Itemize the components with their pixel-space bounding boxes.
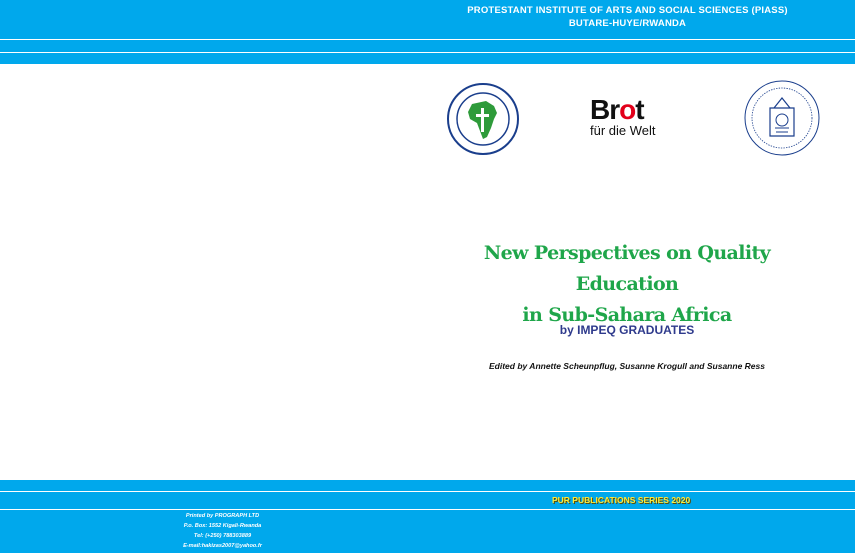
piass-seal-logo — [446, 82, 520, 156]
header-rule-1 — [0, 39, 855, 40]
brot-subline: für die Welt — [590, 123, 656, 138]
book-editors: Edited by Annette Scheunpflug, Susanne Krogull and Susanne Ress — [489, 361, 765, 371]
header-band — [0, 0, 855, 64]
footer-rule-1 — [0, 491, 855, 492]
institution-name: PROTESTANT INSTITUTE OF ARTS AND SOCIAL SCIENCES (PIASS) — [467, 5, 788, 16]
book-byline: by IMPEQ GRADUATES — [559, 323, 695, 337]
book-title-line-1: New Perspectives on Quality Education — [483, 242, 771, 295]
series-label: PUR PUBLICATIONS SERIES 2020 — [552, 495, 691, 505]
bamberg-university-seal-logo — [742, 78, 822, 158]
institution-location: BUTARE-HUYE/RWANDA — [568, 18, 687, 29]
printer-name: Printed by PROGRAPH LTD — [185, 513, 260, 519]
brot-fuer-die-welt-logo — [590, 96, 670, 140]
header-rule-2 — [0, 52, 855, 53]
printer-tel: Tel: (+250) 788303889 — [193, 533, 252, 539]
printer-email: E-mail:hakizas2007@yahoo.fr — [183, 543, 262, 549]
footer-rule-2 — [0, 509, 855, 510]
brot-br: Br — [590, 94, 620, 125]
book-title-line-2: in Sub-Sahara Africa — [522, 304, 732, 326]
printer-po-box: P.o. Box: 1552 Kigali-Rwanda — [183, 523, 262, 529]
book-title — [440, 238, 814, 331]
brot-t: t — [635, 94, 644, 125]
brot-o: o — [619, 94, 636, 125]
